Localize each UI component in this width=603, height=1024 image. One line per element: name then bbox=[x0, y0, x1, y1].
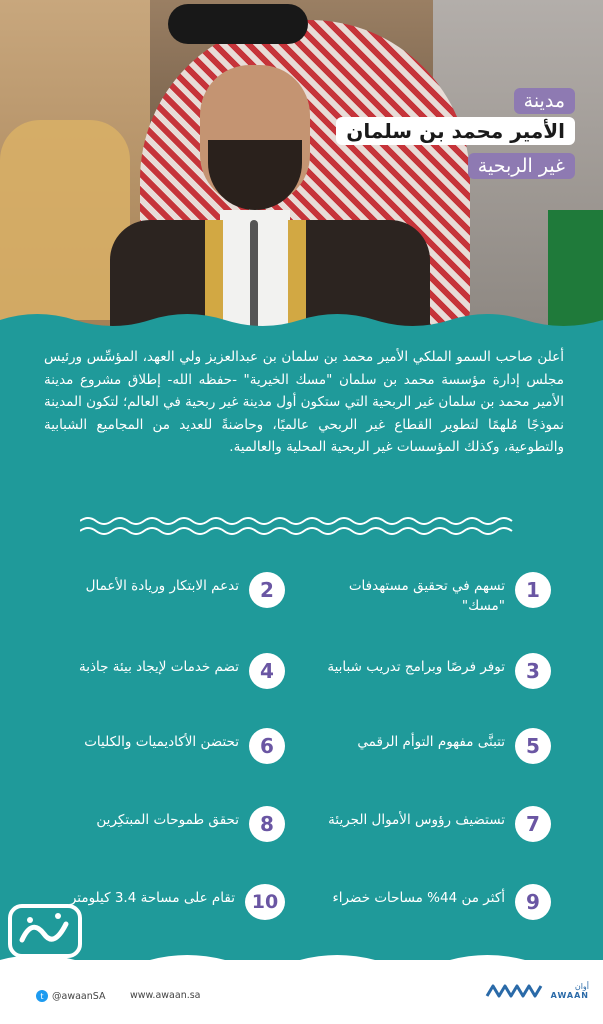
wave-divider bbox=[80, 512, 520, 540]
feature-item bbox=[40, 572, 285, 622]
website-link[interactable]: www.awaan.sa bbox=[130, 990, 201, 1001]
feature-number: 5 bbox=[515, 728, 551, 764]
brand-name-latin: AWAAN bbox=[550, 991, 589, 1000]
feature-number: 7 bbox=[515, 806, 551, 842]
title-line-city: مدينة bbox=[514, 88, 575, 114]
brand-name-arabic: أوان bbox=[574, 982, 589, 991]
brand-logo bbox=[485, 982, 589, 1000]
hero-agal bbox=[168, 4, 308, 44]
feature-text: توفر فرصًا وبرامج تدريب شبابية bbox=[327, 659, 505, 675]
feature-text: تقام على مساحة 3.4 كيلومتر bbox=[69, 890, 235, 906]
feature-text: أكثر من 44% مساحات خضراء bbox=[332, 890, 505, 906]
feature-item bbox=[40, 806, 285, 856]
feature-text: تضم خدمات لإيجاد بيئة جاذبة bbox=[78, 659, 239, 675]
feature-text: تدعم الابتكار وريادة الأعمال bbox=[85, 578, 239, 594]
feature-text: تسهم في تحقيق مستهدفات "مسك" bbox=[348, 578, 505, 614]
title-line-name: الأمير محمد بن سلمان bbox=[336, 117, 575, 145]
feature-number: 6 bbox=[249, 728, 285, 764]
feature-item bbox=[306, 653, 551, 703]
feature-item bbox=[306, 884, 551, 934]
feature-item bbox=[306, 728, 551, 778]
feature-number: 9 bbox=[515, 884, 551, 920]
feature-text: تحتضن الأكاديميات والكليات bbox=[84, 734, 239, 750]
intro-paragraph: أعلن صاحب السمو الملكي الأمير محمد بن سلمان بن عبدالعزيز ولي العهد، المؤسِّس ورئيس مجلس إدارة مؤسسة محمد بن سلمان "مسك الخيرية" -حفظه الله- إطلاق مشروع مدينة الأمير محمد بن سلمان غير الربحية التي ستكون أول مدينة غير ربحية في العالم؛ لتكون المدينة نموذجًا مُلهمًا لتطوير القطاع غير الربحي عالميًا، وحاضنةً للعديد من المجاميع الشبابية والتطوعية، وكذلك المؤسسات غير الربحية المحلية والعالمية. bbox=[44, 349, 564, 455]
feature-number: 10 bbox=[245, 884, 285, 920]
feature-item bbox=[40, 728, 285, 778]
feature-item bbox=[306, 806, 551, 856]
feature-text: تتبنَّى مفهوم التوأم الرقمي bbox=[357, 734, 505, 750]
footer bbox=[0, 960, 603, 1024]
feature-number: 3 bbox=[515, 653, 551, 689]
feature-text: تستضيف رؤوس الأموال الجريئة bbox=[328, 812, 505, 828]
awaan-logo-icon bbox=[485, 982, 547, 1000]
feature-item bbox=[306, 572, 551, 622]
feature-number: 1 bbox=[515, 572, 551, 608]
feature-number: 8 bbox=[249, 806, 285, 842]
title-line-nonprofit: غير الربحية bbox=[468, 153, 575, 179]
twitter-handle[interactable] bbox=[36, 990, 105, 1002]
twitter-icon: t bbox=[36, 990, 48, 1002]
twitter-handle-text: @awaanSA bbox=[52, 990, 106, 1002]
footer-wave-edge bbox=[0, 946, 603, 966]
feature-number: 2 bbox=[249, 572, 285, 608]
feature-number: 4 bbox=[249, 653, 285, 689]
hero-wave-edge bbox=[0, 300, 603, 340]
feature-item bbox=[40, 653, 285, 703]
feature-text: تحقق طموحات المبتكِرين bbox=[96, 812, 239, 828]
